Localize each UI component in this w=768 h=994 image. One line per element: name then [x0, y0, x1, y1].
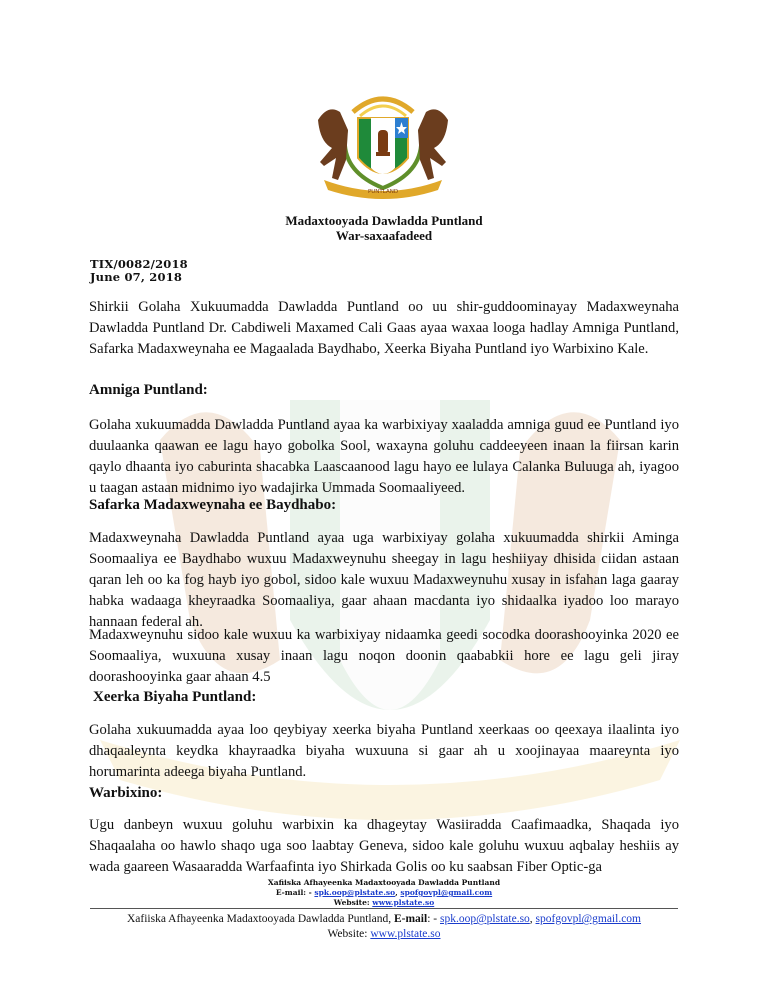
reports-paragraph: Ugu danbeyn wuxuu goluhu warbixin ka dhageytay Wasiiradda Caafimaadka, Shaqada iyo Shaqaalaha oo hawlo shaqo uga soo laabtay Geneva, sidoo kale goluhu wuxuu aqbalay heshiis ay wada gaareen Wasaaradda Warfaafinta iyo Shirkada Golis oo ku saabsan Fiber Optic-ga: [89, 817, 679, 875]
seal-ribbon-text: PUNTLAND: [367, 189, 399, 195]
intro-paragraph: Shirkii Golaha Xukuumadda Dawladda Puntland oo uu shir-guddoominayay Madaxweynaha Dawladda Puntland Dr. Cabdiweli Maxamed Cali Gaas ayaa waxaa looga hadlay Amniga Puntland, Safarka Madaxweynaha ee Magaalada Baydhabo, Xeerka Biyaha Puntland iyo Warbixino Kale.: [89, 299, 679, 357]
section-heading-security: Amniga Puntland:: [89, 382, 208, 398]
baydhabo-paragraph-2: Madaxweynuhu sidoo kale wuxuu ka warbixiyay nidaamka geedi socodka doorashooyinka 2020 ee Soomaaliya, wuxuuna xusay inaan lagu noqon doonin qaababkii hore ee lagu geli jiray doorashooyinka gaar ahaan 4.5: [89, 627, 679, 685]
section-heading-water-law: Xeerka Biyaha Puntland:: [93, 689, 257, 705]
footer-contact-line: [0, 912, 768, 927]
footer-website-line: [0, 927, 768, 942]
inner-footer-website-line: [0, 898, 768, 908]
footer-email-separator-label: : -: [427, 913, 438, 925]
inner-footer-website-link[interactable]: www.plstate.so: [372, 898, 435, 907]
water-law-paragraph: Golaha xukuumadda ayaa loo qeybiyay xeerka biyaha Puntland xeerkaas oo qeexaya ilaalinta iyo dhaqaaleynta keydka khayraadka biyaha wuxuuna si gaar ah u xoojinayaa maareynta iyo horumarinta adeega biyaha Puntland.: [89, 722, 679, 780]
inner-footer-email-link-1[interactable]: spk.oop@plstate.so: [314, 888, 396, 897]
footer-website-label: Website:: [327, 928, 368, 940]
section-heading-reports: Warbixino:: [89, 785, 163, 801]
footer-email-link-2[interactable]: spofgovpl@gmail.com: [535, 913, 642, 925]
inner-footer-email-link-2[interactable]: spofgovpl@gmail.com: [400, 888, 493, 897]
security-paragraph: Golaha xukuumadda Dawladda Puntland ayaa ka warbixiyay xaaladda amniga guud ee Puntland iyo duulaanka qaawan ee lagu hayo gobolka Sool, waxayna goluhu caddeeyeen inaan la fiirsan karin qaylo dhaanta iyo caburinta shacabka Laascaanood lagu hayo ee lulaya Calanka Buluuga ah, iyagoo u taagan astaan midnimo iyo wadajirka Ummada Soomaaliyeed.: [89, 417, 679, 496]
inner-footer-email-line: [0, 888, 768, 898]
section-heading-baydhabo-trip: Safarka Madaxweynaha ee Baydhabo:: [89, 497, 337, 513]
office-title: Madaxtooyada Dawladda Puntland: [285, 213, 483, 228]
footer-email-separator: ,: [529, 913, 533, 925]
footer-office: Xafiiska Afhayeenka Madaxtooyada Dawladda Puntland,: [126, 913, 392, 925]
page-footer: [0, 912, 768, 942]
inner-footer-email-label: E-mail: -: [275, 888, 312, 897]
inner-footer-email-separator: ,: [395, 888, 398, 897]
footer-divider: [90, 908, 678, 909]
baydhabo-paragraph-1: Madaxweynaha Dawladda Puntland ayaa uga warbixiyay golaha xukuumadda shirkii Aminga Soomaaliya ee Baydhabo wuxuu Madaxweynuhu sheegay in lagu heshiiyay dhisida ciidan astaan qaran leh oo ka fog hayb iyo gobol, sidoo kale wuxuu Madaxweynuhu xusay in isfahan laga gaaray habka wadaaga kheyraadka Soomaaliya, gaar ahaan macdanta iyo shidaalka iyadoo loo marayo hannaan federal ah.: [89, 530, 679, 630]
document-type-title: War-saxaafadeed: [335, 228, 433, 243]
footer-email-link-1[interactable]: spk.oop@plstate.so: [439, 913, 530, 925]
puntland-coat-of-arms-logo: [298, 90, 468, 200]
reference-number: TIX/0082/2018: [90, 257, 188, 271]
release-date: June 07, 2018: [90, 270, 183, 284]
footer-website-link[interactable]: www.plstate.so: [370, 928, 441, 940]
inner-footer: [0, 878, 768, 908]
inner-footer-website-label: Website:: [333, 898, 370, 907]
inner-footer-office: Xafiiska Afhayeenka Madaxtooyada Dawladda Puntland: [267, 878, 501, 887]
footer-email-label: E-mail: [393, 913, 428, 925]
